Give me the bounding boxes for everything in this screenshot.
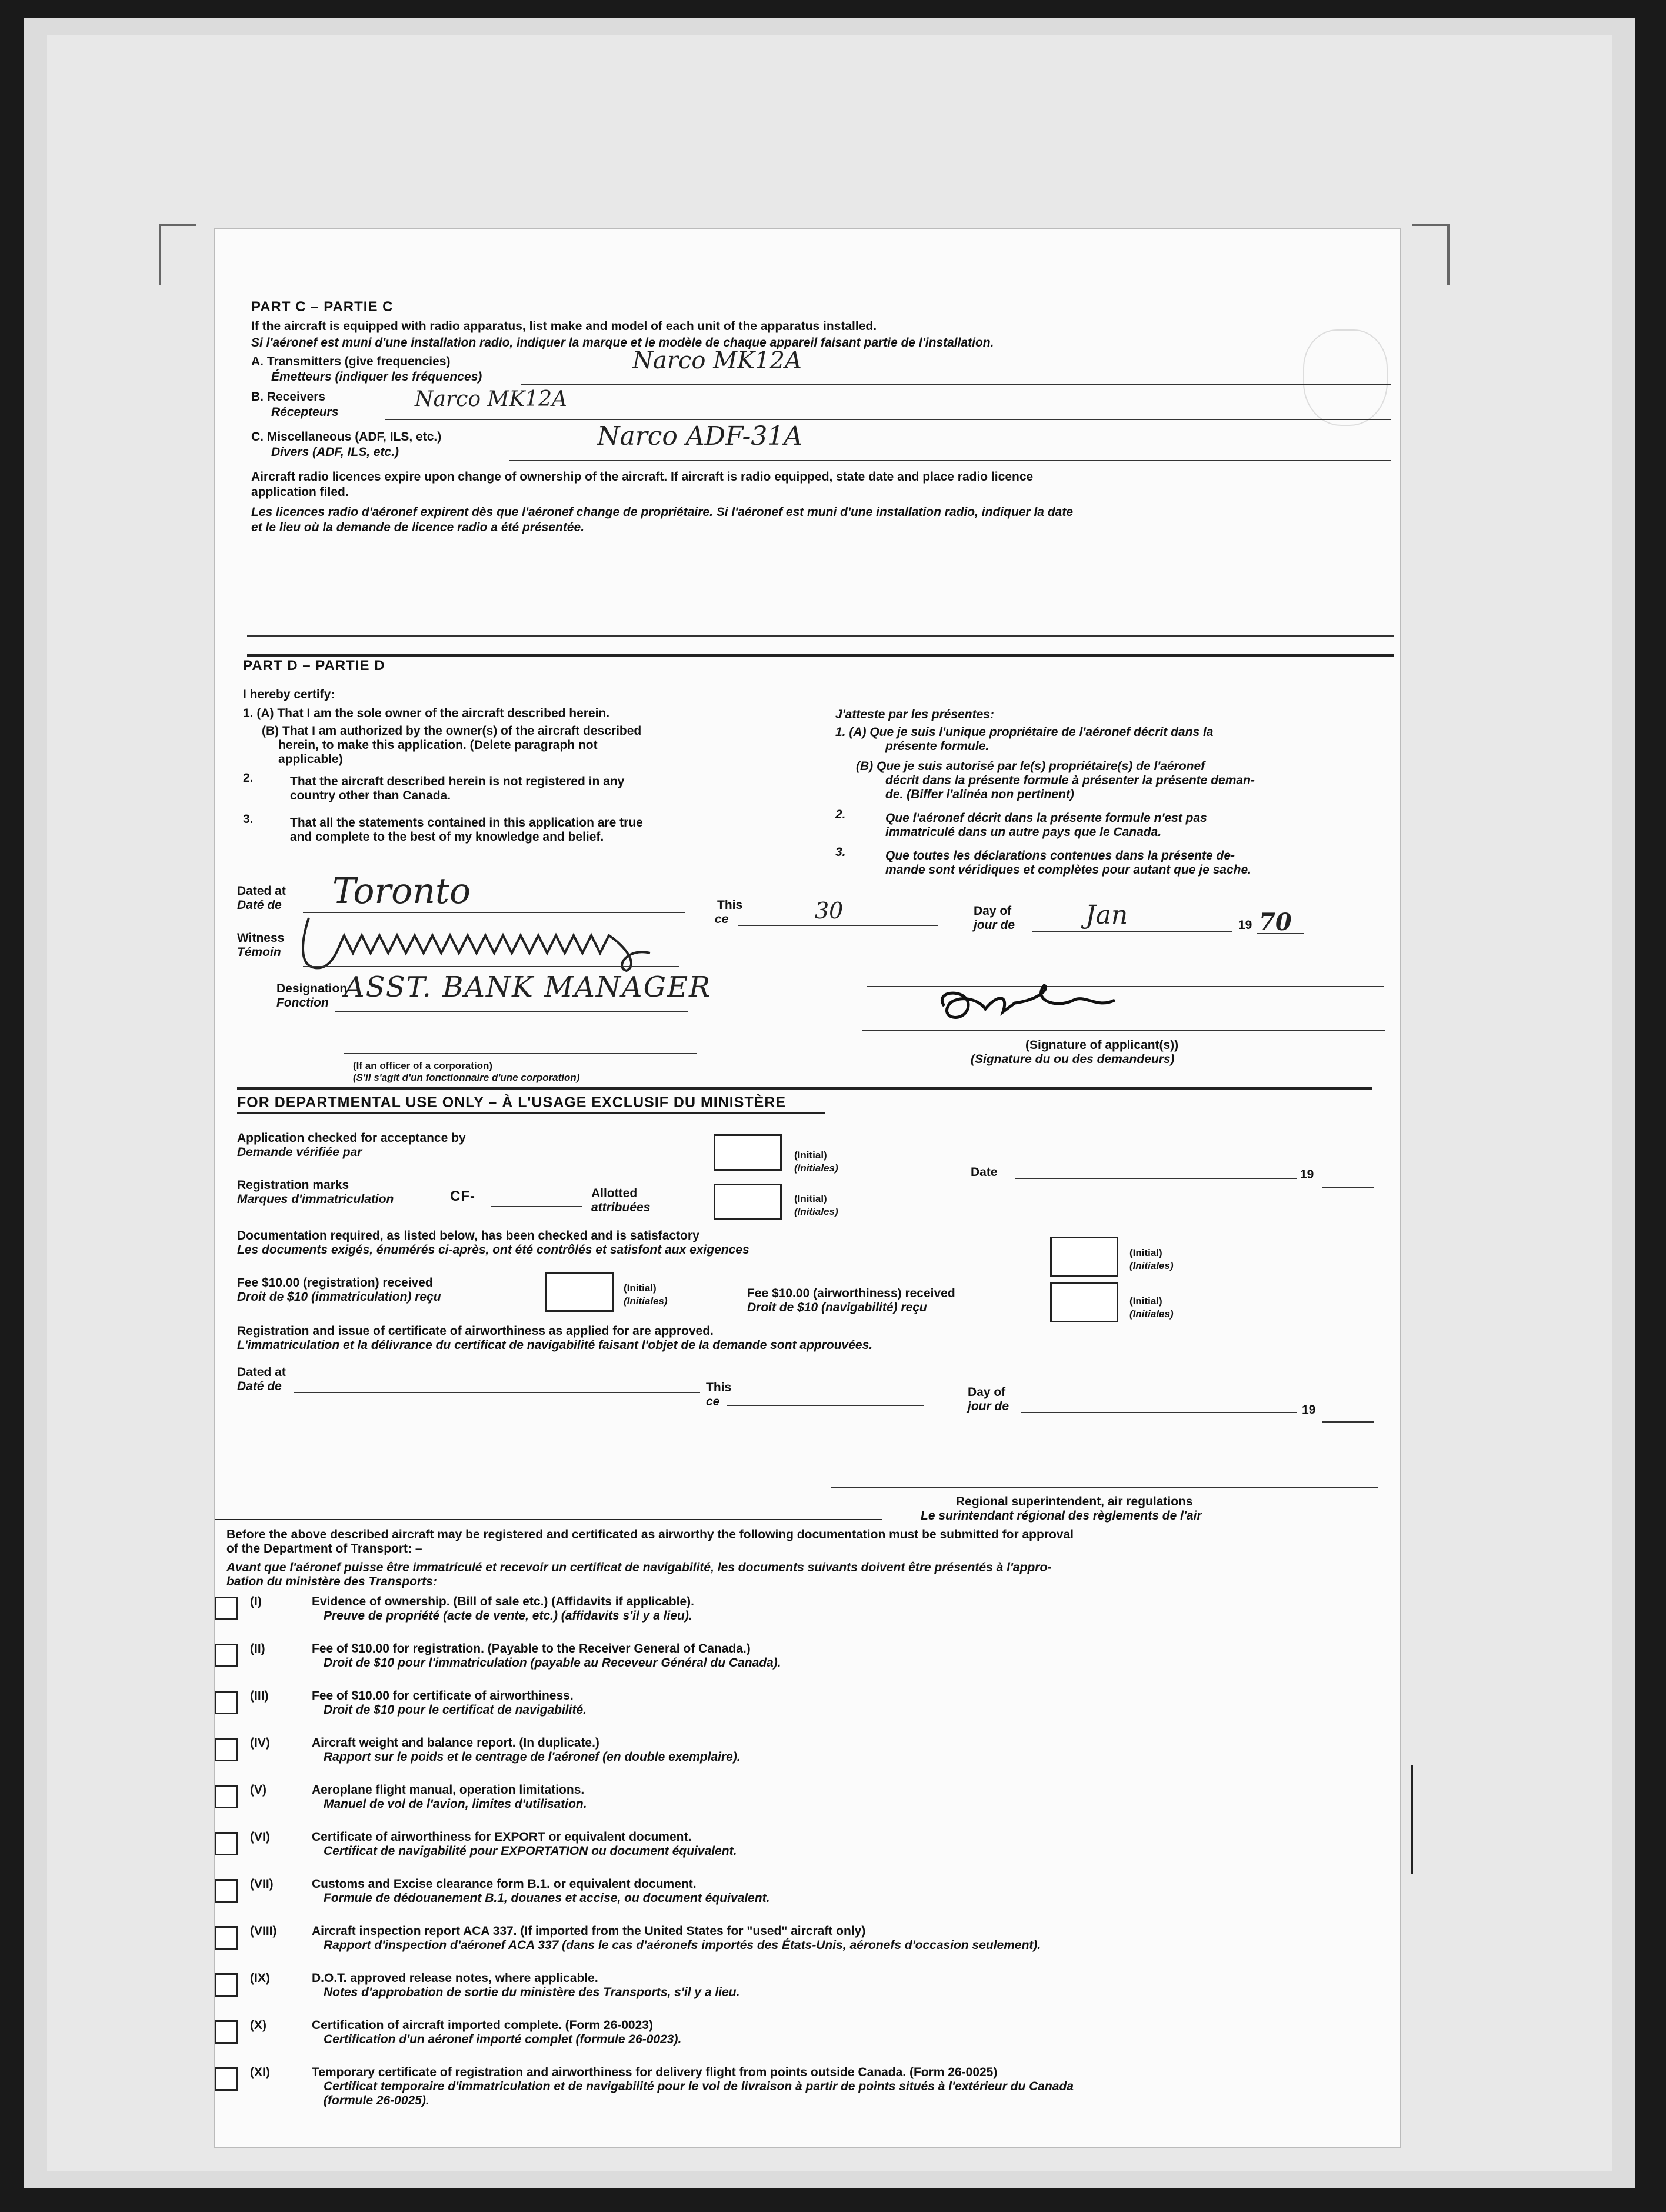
reg-marks-label-en: Registration marks — [237, 1178, 349, 1192]
dept-this-fr: ce — [706, 1395, 720, 1408]
reg-initial-en: (Initial) — [794, 1193, 827, 1204]
requirements-intro-en-2: of the Department of Transport: – — [226, 1542, 422, 1555]
day-of-label-fr: jour de — [974, 918, 1015, 932]
designation-value[interactable]: ASST. BANK MANAGER — [344, 971, 712, 1004]
requirement-checkbox[interactable] — [215, 1973, 238, 1997]
crop-mark-top-right — [1412, 224, 1450, 285]
superintendent-en: Regional superintendent, air regulations — [956, 1495, 1193, 1508]
this-label-en: This — [717, 898, 743, 912]
licence-note-en-1: Aircraft radio licences expire upon change of ownership of the aircraft. If aircraft is radio equipped, state date and place radio licence — [251, 470, 1034, 484]
certify-en-1a: 1. (A) That I am the sole owner of the aircraft described herein. — [243, 707, 610, 720]
part-c-bottom-line — [247, 635, 1394, 637]
requirement-checkbox[interactable] — [215, 1879, 238, 1903]
requirement-number: (VII) — [250, 1877, 274, 1891]
certify-fr-2-1: Que l'aéronef décrit dans la présente formule n'est pas — [885, 811, 1207, 825]
reg-initial-fr: (Initiales) — [794, 1206, 838, 1217]
witness-line — [303, 966, 679, 967]
requirement-text-en: Fee of $10.00 for registration. (Payable to the Receiver General of Canada.) — [312, 1642, 751, 1655]
fee-reg-fr: Droit de $10 (immatriculation) reçu — [237, 1290, 441, 1304]
part-c-heading: PART C – PARTIE C — [251, 299, 394, 315]
checked-initial-en: (Initial) — [794, 1150, 827, 1161]
cf-prefix: CF- — [450, 1188, 475, 1204]
requirements-intro-fr-2: bation du ministère des Transports: — [226, 1575, 437, 1588]
dept-dated-at-en: Dated at — [237, 1365, 286, 1379]
year-line — [1257, 933, 1304, 934]
receivers-label-fr: Récepteurs — [271, 405, 339, 419]
requirement-text-en: Aeroplane flight manual, operation limitations. — [312, 1783, 585, 1797]
certify-en-3-1: That all the statements contained in this application are true — [290, 816, 643, 830]
part-d-heading: PART D – PARTIE D — [243, 658, 385, 674]
requirement-text-fr: Formule de dédouanement B.1, douanes et accise, ou document équivalent. — [324, 1891, 770, 1905]
transmitters-label-fr: Émetteurs (indiquer les fréquences) — [271, 370, 482, 384]
reg-marks-label-fr: Marques d'immatriculation — [237, 1192, 394, 1206]
date-year-prefix: 19 — [1300, 1168, 1314, 1181]
fee-reg-initial-box[interactable] — [545, 1272, 614, 1312]
fee-air-initial-box[interactable] — [1050, 1282, 1118, 1322]
misc-line — [509, 460, 1391, 461]
requirement-checkbox[interactable] — [215, 1785, 238, 1808]
requirement-checkbox[interactable] — [215, 2067, 238, 2091]
requirement-text-fr: Droit de $10 pour l'immatriculation (payable au Receveur Général du Canada). — [324, 1656, 781, 1670]
witness-label-en: Witness — [237, 931, 285, 945]
requirement-text-fr: Certificat temporaire d'immatriculation et de navigabilité pour le vol de livraison à partir de points situés à l'extérieur du Canada — [324, 2080, 1074, 2093]
misc-label-en: C. Miscellaneous (ADF, ILS, etc.) — [251, 430, 442, 444]
crop-mark-top-left — [159, 224, 196, 285]
fee-air-initial-en: (Initial) — [1129, 1295, 1162, 1307]
reg-marks-line — [491, 1206, 582, 1207]
this-value[interactable]: 30 — [815, 898, 844, 924]
designation-label-en: Designation — [276, 982, 348, 995]
requirement-text-en: Customs and Excise clearance form B.1. or equivalent document. — [312, 1877, 697, 1891]
checked-label-fr: Demande vérifiée par — [237, 1145, 362, 1159]
certify-fr-1b-1: (B) Que je suis autorisé par le(s) propriétaire(s) de l'aéronef — [856, 759, 1205, 773]
requirements-intro-fr-1: Avant que l'aéronef puisse être immatriculé et recevoir un certificat de navigabilité, les documents suivants doivent être présentés à l'appro- — [226, 1561, 1052, 1574]
designation-label-fr: Fonction — [276, 996, 329, 1010]
receivers-label-en: B. Receivers — [251, 390, 326, 404]
dept-heading-rule — [237, 1112, 825, 1114]
day-of-value[interactable]: Jan — [1085, 900, 1128, 930]
requirement-text-fr: Rapport sur le poids et le centrage de l'aéronef (en double exemplaire). — [324, 1750, 741, 1764]
requirement-text-fr: Droit de $10 pour le certificat de navigabilité. — [324, 1703, 587, 1717]
day-of-line — [1032, 931, 1232, 932]
superintendent-fr: Le surintendant régional des règlements de l'air — [921, 1509, 1202, 1523]
dept-top-rule — [237, 1087, 1372, 1090]
certify-en-1b-3: applicable) — [278, 752, 343, 766]
dated-at-value[interactable]: Toronto — [332, 871, 471, 912]
dept-dated-at-line — [294, 1392, 700, 1393]
officer-caption-en: (If an officer of a corporation) — [353, 1060, 493, 1071]
docs-initial-fr: (Initiales) — [1129, 1260, 1174, 1271]
docs-initial-box[interactable] — [1050, 1237, 1118, 1277]
licence-note-fr-2: et le lieu où la demande de licence radio a été présentée. — [251, 521, 585, 534]
certify-fr-3-1: Que toutes les déclarations contenues dans la présente de- — [885, 849, 1235, 862]
dept-day-of-en: Day of — [968, 1385, 1006, 1399]
requirement-checkbox[interactable] — [215, 1832, 238, 1855]
date-year-line — [1322, 1187, 1374, 1188]
requirement-text-en: Aircraft weight and balance report. (In duplicate.) — [312, 1736, 599, 1750]
requirement-text-fr: Certification d'un aéronef importé complet (formule 26-0023). — [324, 2033, 682, 2046]
dated-at-label-en: Dated at — [237, 884, 286, 898]
requirements-top-rule — [215, 1519, 882, 1520]
dept-year-line — [1322, 1421, 1374, 1423]
docs-checked-en: Documentation required, as listed below, has been checked and is satisfactory — [237, 1229, 699, 1242]
fee-air-en: Fee $10.00 (airworthiness) received — [747, 1287, 955, 1300]
licence-note-en-2: application filed. — [251, 485, 349, 499]
certify-fr-1a-2: présente formule. — [885, 739, 989, 753]
dated-at-label-fr: Daté de — [237, 898, 282, 912]
transmitters-line — [521, 384, 1391, 385]
requirement-text-fr: Notes d'approbation de sortie du ministère des Transports, s'il y a lieu. — [324, 1986, 740, 1999]
misc-label-fr: Divers (ADF, ILS, etc.) — [271, 445, 399, 459]
part-d-top-rule — [247, 654, 1394, 657]
requirements-intro-en-1: Before the above described aircraft may be registered and certificated as airworthy the following documentation must be submitted for approval — [226, 1528, 1074, 1541]
margin-mark — [1411, 1765, 1413, 1874]
approved-fr: L'immatriculation et la délivrance du certificat de navigabilité faisant l'objet de la demande sont approuvées. — [237, 1338, 873, 1352]
date-label: Date — [971, 1165, 998, 1179]
requirement-number: (I) — [250, 1595, 262, 1608]
certify-fr: J'atteste par les présentes: — [835, 708, 994, 721]
certify-en-3-number: 3. — [243, 812, 254, 826]
checked-initial-box[interactable] — [714, 1134, 782, 1171]
requirement-checkbox[interactable] — [215, 1738, 238, 1761]
dept-year-prefix: 19 — [1302, 1403, 1316, 1417]
misc-value[interactable]: Narco ADF-31A — [597, 421, 803, 451]
requirement-number: (IV) — [250, 1736, 270, 1750]
checked-initial-fr: (Initiales) — [794, 1162, 838, 1174]
licence-note-fr-1: Les licences radio d'aéronef expirent dès que l'aéronef change de propriétaire. Si l'aéronef est muni d'une installation radio, indiquer la date — [251, 505, 1073, 519]
fee-reg-en: Fee $10.00 (registration) received — [237, 1276, 433, 1290]
fee-reg-initial-fr: (Initiales) — [624, 1295, 668, 1307]
signature-caption-fr: (Signature du ou des demandeurs) — [971, 1052, 1175, 1066]
certify-en-2-2: country other than Canada. — [290, 789, 451, 802]
this-line — [738, 925, 938, 926]
requirement-number: (III) — [250, 1689, 269, 1703]
allotted-label-fr: attribuées — [591, 1201, 651, 1214]
reg-initial-box[interactable] — [714, 1184, 782, 1220]
requirement-checkbox[interactable] — [215, 1691, 238, 1714]
signature-caption-en: (Signature of applicant(s)) — [1025, 1038, 1179, 1052]
dept-this-line — [727, 1405, 924, 1406]
requirement-text-en: Aircraft inspection report ACA 337. (If imported from the United States for "used" aircraft only) — [312, 1924, 866, 1938]
requirement-text-en: Temporary certificate of registration and airworthiness for delivery flight from points outside Canada. (Form 26-0025) — [312, 2066, 998, 2079]
certify-fr-1b-2: décrit dans la présente formule à présenter la présente deman- — [885, 774, 1255, 787]
requirement-checkbox[interactable] — [215, 1926, 238, 1950]
date-line — [1015, 1178, 1297, 1179]
year-value[interactable]: 70 — [1259, 908, 1292, 936]
dept-heading: FOR DEPARTMENTAL USE ONLY – À L'USAGE EXCLUSIF DU MINISTÈRE — [237, 1094, 787, 1111]
form-page — [215, 229, 1400, 2147]
signature-line — [862, 1030, 1385, 1031]
certify-fr-3-number: 3. — [835, 845, 846, 859]
superintendent-line — [831, 1487, 1378, 1488]
requirement-number: (X) — [250, 2018, 266, 2032]
certify-fr-2-2: immatriculé dans un autre pays que le Canada. — [885, 825, 1162, 839]
requirement-number: (VIII) — [250, 1924, 277, 1938]
dept-dated-at-fr: Daté de — [237, 1380, 282, 1393]
witness-label-fr: Témoin — [237, 945, 281, 959]
certify-fr-3-2: mande sont véridiques et complètes pour autant que je sache. — [885, 863, 1251, 877]
certify-en-1b-2: herein, to make this application. (Delete paragraph not — [278, 738, 598, 752]
dept-day-of-fr: jour de — [968, 1400, 1009, 1413]
certify-fr-2-number: 2. — [835, 808, 846, 821]
dept-this-en: This — [706, 1381, 732, 1394]
requirement-number: (IX) — [250, 1971, 270, 1985]
allotted-label-en: Allotted — [591, 1187, 638, 1200]
requirement-checkbox[interactable] — [215, 1644, 238, 1667]
part-c-intro-en: If the aircraft is equipped with radio apparatus, list make and model of each unit of the apparatus installed. — [251, 319, 877, 333]
requirement-text-fr: Rapport d'inspection d'aéronef ACA 337 (dans le cas d'aéronefs importés des États-Unis, aéronefs d'occasion seulement). — [324, 1938, 1041, 1952]
certify-en: I hereby certify: — [243, 688, 335, 701]
receivers-value[interactable]: Narco MK12A — [415, 387, 568, 411]
dept-day-of-line — [1021, 1412, 1297, 1413]
requirement-text-fr: Preuve de propriété (acte de vente, etc.) (affidavits s'il y a lieu). — [324, 1609, 692, 1623]
transmitters-label-en: A. Transmitters (give frequencies) — [251, 355, 451, 368]
certify-en-1b-1: (B) That I am authorized by the owner(s) of the aircraft described — [262, 724, 642, 738]
requirement-checkbox[interactable] — [215, 1597, 238, 1620]
designation-line — [335, 1011, 688, 1012]
certify-fr-1a-1: 1. (A) Que je suis l'unique propriétaire de l'aéronef décrit dans la — [835, 725, 1214, 739]
requirement-checkbox[interactable] — [215, 2020, 238, 2044]
requirement-number: (V) — [250, 1783, 266, 1797]
day-of-label-en: Day of — [974, 904, 1012, 918]
requirement-number: (XI) — [250, 2066, 270, 2079]
bleed-through-seal — [1303, 329, 1388, 426]
part-c-intro-fr: Si l'aéronef est muni d'une installation radio, indiquer la marque et le modèle de chaque appareil faisant partie de l'installation. — [251, 336, 994, 349]
requirement-number: (II) — [250, 1642, 265, 1655]
requirement-text-fr-continued: (formule 26-0025). — [324, 2094, 429, 2107]
fee-reg-initial-en: (Initial) — [624, 1282, 657, 1294]
fee-air-initial-fr: (Initiales) — [1129, 1308, 1174, 1320]
requirement-text-en: D.O.T. approved release notes, where applicable. — [312, 1971, 598, 1985]
checked-label-en: Application checked for acceptance by — [237, 1131, 466, 1145]
receivers-line — [385, 419, 1391, 420]
approved-en: Registration and issue of certificate of airworthiness as applied for are approved. — [237, 1324, 714, 1338]
officer-line — [344, 1053, 697, 1054]
certify-en-2-1: That the aircraft described herein is not registered in any — [290, 775, 625, 788]
docs-checked-fr: Les documents exigés, énumérés ci-après, ont été contrôlés et satisfont aux exigences — [237, 1243, 749, 1257]
requirement-text-en: Evidence of ownership. (Bill of sale etc.) (Affidavits if applicable). — [312, 1595, 694, 1608]
requirement-text-fr: Manuel de vol de l'avion, limites d'utilisation. — [324, 1797, 587, 1811]
transmitters-value[interactable]: Narco MK12A — [632, 347, 802, 374]
requirement-text-fr: Certificat de navigabilité pour EXPORTATION ou document équivalent. — [324, 1844, 737, 1858]
fee-air-fr: Droit de $10 (navigabilité) reçu — [747, 1301, 927, 1314]
docs-initial-en: (Initial) — [1129, 1247, 1162, 1258]
certify-en-2-number: 2. — [243, 771, 254, 785]
requirement-number: (VI) — [250, 1830, 270, 1844]
officer-caption-fr: (S'il s'agit d'un fonctionnaire d'une corporation) — [353, 1072, 580, 1083]
this-label-fr: ce — [715, 912, 729, 926]
requirement-text-en: Certification of aircraft imported complete. (Form 26-0023) — [312, 2018, 653, 2032]
applicant-signature — [921, 977, 1168, 1030]
requirement-text-en: Certificate of airworthiness for EXPORT or equivalent document. — [312, 1830, 692, 1844]
certify-fr-1b-3: de. (Biffer l'alinéa non pertinent) — [885, 788, 1074, 801]
certify-en-3-2: and complete to the best of my knowledge and belief. — [290, 830, 604, 844]
year-prefix: 19 — [1238, 918, 1252, 932]
requirement-text-en: Fee of $10.00 for certificate of airworthiness. — [312, 1689, 574, 1703]
